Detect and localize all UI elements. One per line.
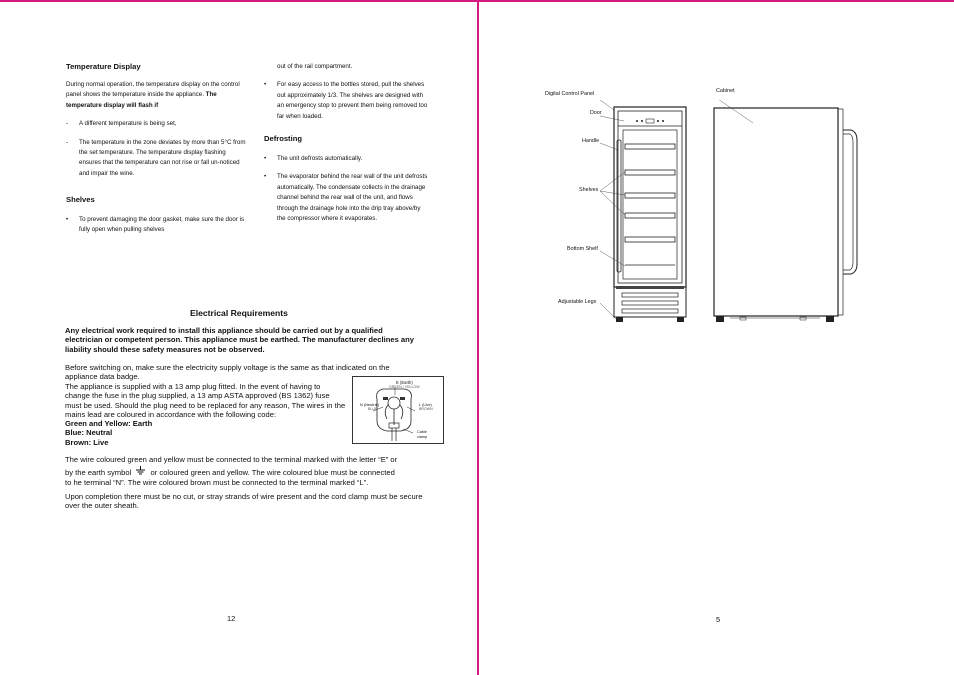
plug-label-cable-clamp: Cable clamp xyxy=(417,430,428,439)
temperature-display-heading: Temperature Display xyxy=(66,62,141,71)
list-item xyxy=(66,119,248,129)
defrosting-heading: Defrosting xyxy=(264,134,302,143)
wire-code-earth: Green and Yellow: Earth xyxy=(65,419,153,429)
plug-label-earth: E (Earth) xyxy=(396,380,413,385)
list-item xyxy=(264,80,430,122)
electrical-completion-note: Upon completion there must be no cut, or stray strands of wire present and the cord clamp must be secure over the outer sheath. xyxy=(65,492,423,511)
plug-label-neutral-colour: BLUE xyxy=(368,407,378,411)
electrical-voltage-note: Before switching on, make sure the electricity supply voltage is the same as that indicated on the appliance data badge. xyxy=(65,363,390,382)
shelves-continuation: out of the rail compartment. xyxy=(277,63,353,70)
plug-wiring-diagram xyxy=(352,376,444,444)
list-marker: • xyxy=(66,216,69,223)
temperature-display-intro xyxy=(66,80,248,111)
page-number-left: 12 xyxy=(227,614,236,623)
list-item-text: The evaporator behind the rear wall of the unit defrosts automatically. The condensate collects in the drainage channel behind the rear wall of the unit, and flows through the drainage hole into the drip tray above/by the compressor where it evaporates. xyxy=(277,173,428,223)
top-border-right xyxy=(479,0,954,2)
list-item xyxy=(264,154,430,164)
list-marker: - xyxy=(66,138,69,146)
list-item-text: The unit defrosts automatically. xyxy=(277,155,363,162)
wiring-instruction-post-symbol: or coloured green and yellow. The wire coloured blue must be connected xyxy=(150,468,395,478)
label-digital-control-panel: Digital Control Panel xyxy=(545,91,595,97)
wiring-instruction-pre-symbol: by the earth symbol xyxy=(65,468,132,478)
wiring-instruction-line-2 xyxy=(65,466,425,477)
page-number-right: 5 xyxy=(716,615,721,624)
defrosting-list xyxy=(264,154,430,224)
list-marker: • xyxy=(264,173,267,181)
wine-cooler-side-drawing xyxy=(710,100,870,330)
wire-code-neutral: Blue: Neutral xyxy=(65,428,113,438)
page-fold-line xyxy=(477,0,479,675)
defrosting-section xyxy=(264,134,430,224)
list-marker: • xyxy=(264,81,267,89)
list-item xyxy=(66,138,248,180)
shelves-list xyxy=(66,215,248,236)
label-bottom-shelf: Bottom Shelf xyxy=(567,246,598,252)
list-item-text: For easy access to the bottles stored, pull the shelves out approximately 1/3. The shelves are designed with an emergency stop to prevent them being removed too far when loaded. xyxy=(277,81,428,120)
temperature-display-flash-note: The temperature display will flash if xyxy=(66,91,217,109)
electrical-requirements-heading: Electrical Requirements xyxy=(190,308,288,318)
shelves-continued xyxy=(264,62,430,122)
label-handle: Handle xyxy=(582,138,600,144)
list-marker: - xyxy=(66,120,69,128)
list-item-text: A different temperature is being set, xyxy=(79,120,177,128)
label-door: Door xyxy=(590,110,602,116)
temperature-display-list xyxy=(66,119,248,179)
wiring-instruction-line-3: to he terminal “N”. The wire coloured brown must be connected to the terminal marked “L”. xyxy=(65,477,369,487)
wiring-instruction-line-1: The wire coloured green and yellow must be connected to the terminal marked with the letter “E” or xyxy=(65,455,398,464)
list-item-text: To prevent damaging the door gasket, make sure the door is fully open when pulling shelves xyxy=(79,216,245,234)
electrical-plug-section xyxy=(65,382,347,447)
list-item-text: The temperature in the zone deviates by more than 5°C from the set temperature. The temperature display flashing ensures that the temperature can not rise or fall un-noticed and impair the wine. xyxy=(79,138,246,177)
electrical-warning: Any electrical work required to install this appliance should be carried out by a qualified electrician or competent person. This appliance must be earthed. The manufacturer declines any liability should these safety measures not be observed. xyxy=(65,326,414,354)
temperature-display-section xyxy=(66,62,248,179)
shelves-list-2 xyxy=(264,80,430,122)
shelves-section xyxy=(66,195,248,236)
electrical-fuse-note: The appliance is supplied with a 13 amp plug fitted. In the event of having to change the fuse in the plug supplied, a 13 amp ASTA approved (BS 1362) fuse must be used. Should the plug need to be replaced for any reason, The wires in the mains lead are coloured in accordance with the following code: xyxy=(65,382,346,419)
label-cabinet: Cabinet xyxy=(716,88,735,94)
plug-label-live: L (Live) xyxy=(419,402,432,407)
earth-symbol-icon xyxy=(135,466,146,476)
wire-code-live: Brown: Live xyxy=(65,437,109,447)
top-border-left xyxy=(0,0,477,2)
label-adjustable-legs: Adjustable Legs xyxy=(558,299,597,305)
plug-label-live-colour: BROWN xyxy=(419,407,433,411)
list-item xyxy=(66,215,248,236)
electrical-wiring-instructions xyxy=(65,455,425,487)
plug-label-neutral: N (Neutral) xyxy=(360,402,380,407)
list-marker: • xyxy=(264,155,267,162)
list-item xyxy=(264,172,430,224)
shelves-heading: Shelves xyxy=(66,195,95,204)
label-shelves: Shelves xyxy=(579,187,599,193)
plug-label-earth-colour: GREEN / YELLOW xyxy=(389,385,420,389)
temperature-display-intro-text: During normal operation, the temperature display on the control panel shows the temperature inside the appliance. xyxy=(66,81,240,99)
wine-cooler-front-drawing xyxy=(600,100,690,330)
